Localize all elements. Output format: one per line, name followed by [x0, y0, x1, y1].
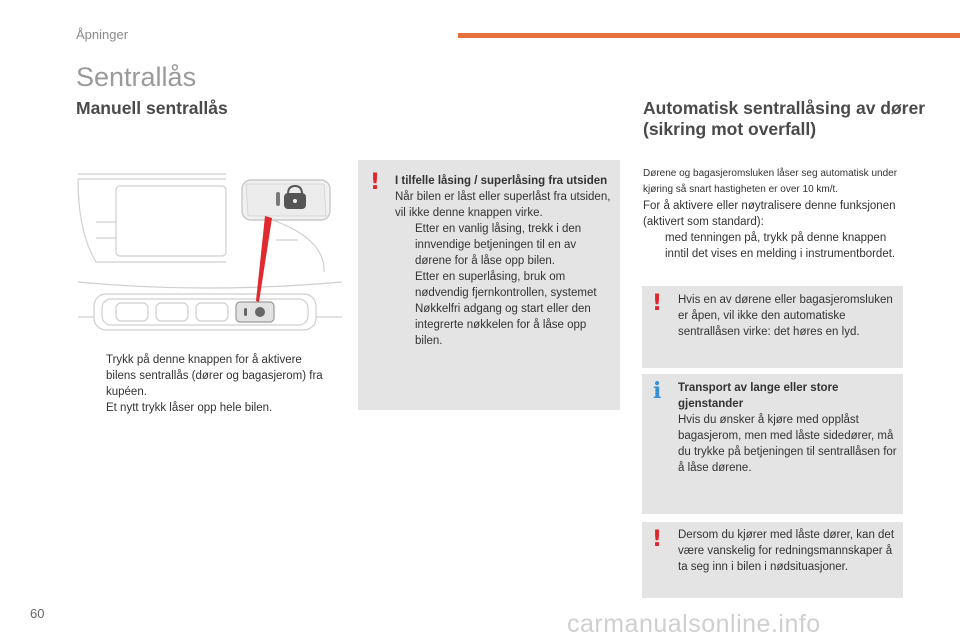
pointer-arrow — [256, 216, 272, 302]
warning-box-door-open-text: Hvis en av dørene eller bagasjeromsluken er åpen, vil ikke den automatiske sentrallåsen virke: det høres en lyd. — [678, 294, 893, 338]
warning-box-external-locking-content — [395, 173, 615, 349]
central-lock-button-illustration — [76, 172, 342, 334]
manual-lock-instructions — [84, 352, 324, 416]
warning-box-list — [395, 221, 615, 349]
instruction-list — [643, 230, 913, 262]
warning-box-title: I tilfelle låsing / superlåsing fra utsiden — [395, 175, 608, 187]
section-heading-manual-locking: Manuell sentrallås — [76, 98, 228, 118]
page-number: 60 — [30, 606, 45, 621]
chapter-accent-bar — [458, 33, 960, 38]
warning-icon: ! — [652, 527, 663, 552]
section-heading-automatic-locking: Automatisk sentrallåsing av dører (sikring mot overfall) — [643, 98, 926, 139]
list-item: Etter en vanlig låsing, trekk i den innvendige betjeningen til en av dørene for å låse opp bilen. — [415, 223, 582, 267]
page-title: Sentrallås — [76, 62, 197, 92]
list-item: Et nytt trykk låser opp hele bilen. — [106, 402, 273, 414]
info-box-title: Transport av lange eller store gjenstander — [678, 382, 839, 410]
list-item: Etter en superlåsing, bruk om nødvendig fjernkontrollen, systemet Nøkkelfri adgang og start eller den integrerte nøkkelen for å låse opp bilen. — [415, 271, 597, 347]
automatic-lock-description: Dørene og bagasjeromsluken låser seg automatisk under kjøring så snart hastigheten er over 10 km/t. — [643, 168, 898, 195]
info-box-text: Hvis du ønsker å kjøre med opplåst bagasjerom, men med låste sidedører, må du trykke på betjeningen til sentrallåsen for å låse dørene. — [678, 414, 897, 474]
chapter-title: Åpninger — [76, 27, 129, 42]
warning-icon: ! — [370, 170, 381, 195]
list-item: med tenningen på, trykk på denne knappen inntil det vises en melding i instrumentbordet. — [665, 232, 896, 260]
warning-box-body: Når bilen er låst eller superlåst fra utsiden, vil ikke denne knappen virke. — [395, 191, 611, 219]
warning-icon: ! — [652, 291, 663, 316]
list-item: Trykk på denne knappen for å aktivere bilens sentrallås (dører og bagasjerom) fra kupéen. — [106, 354, 323, 398]
info-box-long-objects-content — [678, 380, 898, 476]
instruction-intro: For å aktivere eller nøytralisere denne funksjonen (aktivert som standard): — [643, 200, 896, 228]
info-icon: i — [653, 378, 662, 404]
lock-indicator-icon — [276, 192, 280, 206]
automatic-lock-instructions — [643, 198, 913, 262]
warning-box-emergency-text: Dersom du kjører med låste dører, kan det være vanskelig for redningsmannskaper å ta seg inn i bilen i nødsituasjoner. — [678, 529, 895, 573]
watermark: carmanualsonline.info — [567, 610, 821, 638]
